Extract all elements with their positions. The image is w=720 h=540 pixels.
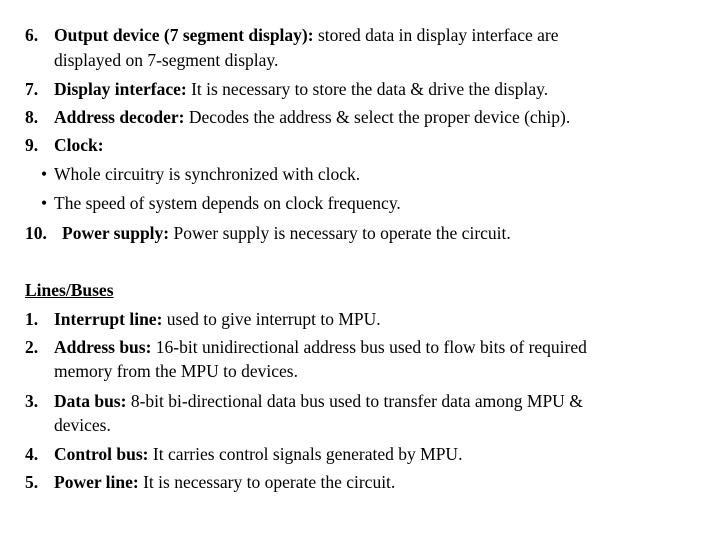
item-term: Data bus: [54, 391, 127, 411]
item-desc-cont: displayed on 7-segment display. [54, 50, 279, 70]
item-desc: Power supply is necessary to operate the circuit. [169, 223, 511, 243]
item-text [54, 307, 381, 331]
item-number: 7. [25, 79, 39, 99]
item-term: Power supply: [62, 223, 170, 243]
item-text [54, 105, 570, 129]
item-number: 9. [25, 135, 39, 155]
item-text [54, 133, 104, 157]
item-desc: Decodes the address & select the proper device (chip). [184, 107, 571, 127]
item-term: Display interface: [54, 79, 187, 99]
section-heading: Lines/Buses [25, 280, 114, 300]
item-term: Clock: [54, 135, 104, 155]
item-number: 4. [25, 444, 39, 464]
item-term: Control bus: [54, 444, 149, 464]
item-desc-cont: devices. [54, 415, 111, 435]
item-desc: stored data in display interface are [313, 25, 559, 45]
item-term: Output device (7 segment display): [54, 25, 314, 45]
item-term: Address bus: [54, 337, 152, 357]
bullet-text: The speed of system depends on clock frequency. [54, 193, 401, 213]
item-number: 2. [25, 337, 39, 357]
item-number: 3. [25, 391, 39, 411]
bullet-dot-icon: • [41, 193, 48, 213]
item-desc: 16-bit unidirectional address bus used to flow bits of required [151, 337, 587, 357]
item-number: 1. [25, 309, 39, 329]
item-desc-cont: memory from the MPU to devices. [54, 361, 298, 381]
item-desc: 8-bit bi-directional data bus used to transfer data among MPU & [126, 391, 583, 411]
item-number: 8. [25, 107, 39, 127]
item-term: Power line: [54, 472, 139, 492]
item-desc: used to give interrupt to MPU. [162, 309, 381, 329]
item-text [54, 470, 395, 494]
item-text [54, 335, 587, 359]
item-text [62, 221, 511, 245]
item-desc: It is necessary to store the data & drive the display. [186, 79, 549, 99]
bullet-dot-icon: • [41, 164, 48, 184]
item-text [54, 23, 558, 47]
item-text [54, 442, 462, 466]
item-number: 6. [25, 25, 39, 45]
bullet-text: Whole circuitry is synchronized with clock. [54, 164, 361, 184]
item-term: Interrupt line: [54, 309, 163, 329]
item-text [54, 389, 583, 413]
item-number: 10. [25, 223, 47, 243]
item-number: 5. [25, 472, 39, 492]
item-text [54, 77, 548, 101]
item-desc: It carries control signals generated by MPU. [148, 444, 463, 464]
item-term: Address decoder: [54, 107, 185, 127]
item-desc: It is necessary to operate the circuit. [138, 472, 396, 492]
